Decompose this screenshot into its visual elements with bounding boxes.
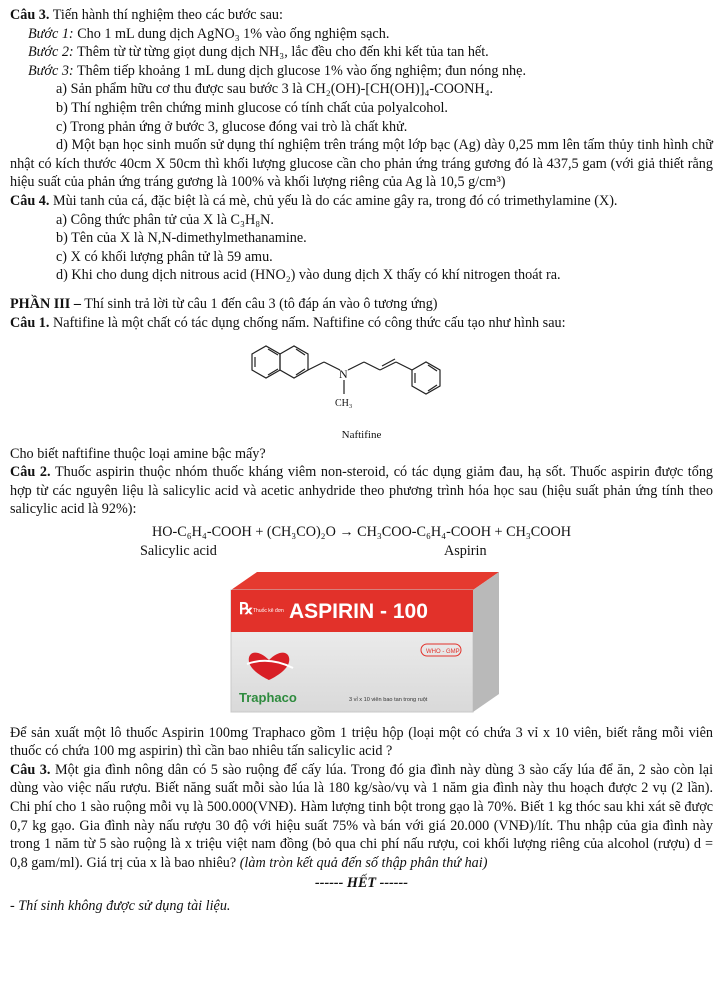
gmp-badge: WHO - GMP xyxy=(425,648,460,655)
q3a-option-d: d) Một bạn học sinh muốn sử dụng thí nghiệm trên tráng một lớp bạc (Ag) dày 0,25 mm lên tấm thủy tinh hình chữ nhật có kích thước 40cm X 50cm thì khối lượng glucose cần cho phản ứng tráng gương đó là 437,5 gam (với giả thiết rằng hiệu suất của phản ứng tráng gương là 100% và khối lượng riêng của Ag là 10,5 g/cm³) xyxy=(10,137,713,191)
mol-ch3-label: CH₃ xyxy=(334,398,352,410)
rx-sub: Thuốc kê đơn xyxy=(252,607,284,614)
aspirin-box-image xyxy=(10,568,713,718)
q3-text: Câu 3. Một gia đình nông dân có 5 sào ruộng để cấy lúa. Trong đó gia đình này dùng 3 sào cấy lúa để ăn, 2 sào còn lại dùng vào việc nấu rượu. Biết năng suất mỗi sào lúa là 180 kg/sào/vụ và 1 năm gia đình này thu hoạch được 2 vụ (2 lần). Chi phí cho 1 sào ruộng mỗi vụ là 500.000(VNĐ). Hàm lượng tinh bột trong gạo là 70%. Biết 1 kg thóc sau khi xát sẽ được 0,7 kg gạo. Gia đình này nấu rượu 30 độ với hiệu suất 75% và bán với giá 20.000 (VNĐ)/lít. Thu nhập của gia đình này trong 1 năm từ 5 sào ruộng là x triệu việt nam đồng (bỏ qua chi phí nấu rượu, coi khối lượng riêng của alcohol (rượu) d = 0,8 gam/ml). Giá trị của x là bao nhiêu? (làm tròn kết quả đến số thập phân thứ hai) xyxy=(10,761,714,871)
q3a-option-b: b) Thí nghiệm trên chứng minh glucose có tính chất của polyalcohol. xyxy=(56,99,448,116)
q4a-option-d: d) Khi cho dung dịch nitrous acid (HNO₂) vào dung dịch X thấy có khí nitrogen thoát ra. xyxy=(56,267,561,284)
label-aspirin: Aspirin xyxy=(444,542,487,559)
q2-question: Để sản xuất một lô thuốc Aspirin 100mg Traphaco gồm 1 triệu hộp (loại một có chứa 3 vỉ x 10 viên, biết rằng mỗi viên thuốc có chứa 100 mg aspirin) thì cần bao nhiêu tấn salicylic acid ? xyxy=(10,724,713,760)
mol-name: Naftifine xyxy=(341,429,382,442)
q3a-step-1: Bước 1: Cho 1 mL dung dịch AgNO₃ 1% vào ống nghiệm sạch. xyxy=(28,25,390,42)
mol-n-label: N xyxy=(338,367,348,382)
part3-heading: PHẦN III – Thí sinh trả lời từ câu 1 đến câu 3 (tô đáp án vào ô tương ứng) xyxy=(10,295,438,312)
q4a-option-b: b) Tên của X là N,N-dimethylmethanamine. xyxy=(56,230,307,247)
rx-symbol: ℞ xyxy=(238,600,253,618)
q3a-step-2: Bước 2: Thêm từ từ từng giọt dung dịch NH₃, lắc đều cho đến khi kết tủa tan hết. xyxy=(28,44,489,61)
q4a-option-c: c) X có khối lượng phân tử là 59 amu. xyxy=(56,248,273,265)
q4a-heading: Câu 4. Mùi tanh của cá, đặc biệt là cá mè, chủ yếu là do các amine gây ra, trong đó có trimethylamine (X). xyxy=(10,192,618,209)
aspirin-equation: HO-C₆H₄-COOH + (CH₃CO)₂O → CH₃COO-C₆H₄-COOH + CH₃COOH xyxy=(152,524,571,541)
naftifine-structure-svg xyxy=(232,336,492,428)
q2-heading: Câu 2. Thuốc aspirin thuộc nhóm thuốc kháng viêm non-steroid, có tác dụng giảm đau, hạ sốt. Thuốc aspirin được tổng hợp từ các nguyên liệu là salicylic acid và acetic anhydride theo phương trình hóa học sau (hiệu suất phản ứng tính theo salicylic acid là 92%): xyxy=(10,464,714,518)
q3a-option-a: a) Sản phẩm hữu cơ thu được sau bước 3 là CH₂(OH)-[CH(OH)]₄-COONH₄. xyxy=(56,81,494,98)
q3a-heading: Câu 3. Tiến hành thí nghiệm theo các bước sau: xyxy=(10,7,283,23)
q3a-option-c: c) Trong phản ứng ở bước 3, glucose đóng vai trò là chất khử. xyxy=(56,118,408,135)
q1-question: Cho biết naftifine thuộc loại amine bậc mấy? xyxy=(10,445,266,462)
maker-logo: Traphaco xyxy=(238,689,297,705)
pack-info: 3 vỉ x 10 viên bao tan trong ruột xyxy=(348,696,427,703)
q1-heading: Câu 1. Naftifine là một chất có tác dụng chống nấm. Naftifine có công thức cấu tạo như hình sau: xyxy=(10,314,566,331)
q3a-step-3: Bước 3: Thêm tiếp khoảng 1 mL dung dịch glucose 1% vào ống nghiệm; đun nóng nhẹ. xyxy=(28,62,526,79)
label-salicylic: Salicylic acid xyxy=(140,542,217,559)
aspirin-box-svg xyxy=(217,568,507,718)
brand-name: ASPIRIN - 100 xyxy=(288,599,428,623)
q4a-option-a: a) Công thức phân tử của X là C₃H₈N. xyxy=(56,211,274,228)
footer-note: - Thí sinh không được sử dụng tài liệu. xyxy=(10,898,231,914)
naftifine-structure xyxy=(10,336,713,445)
equation-labels xyxy=(10,542,713,560)
end-marker: ------ HẾT ------ xyxy=(315,875,408,892)
